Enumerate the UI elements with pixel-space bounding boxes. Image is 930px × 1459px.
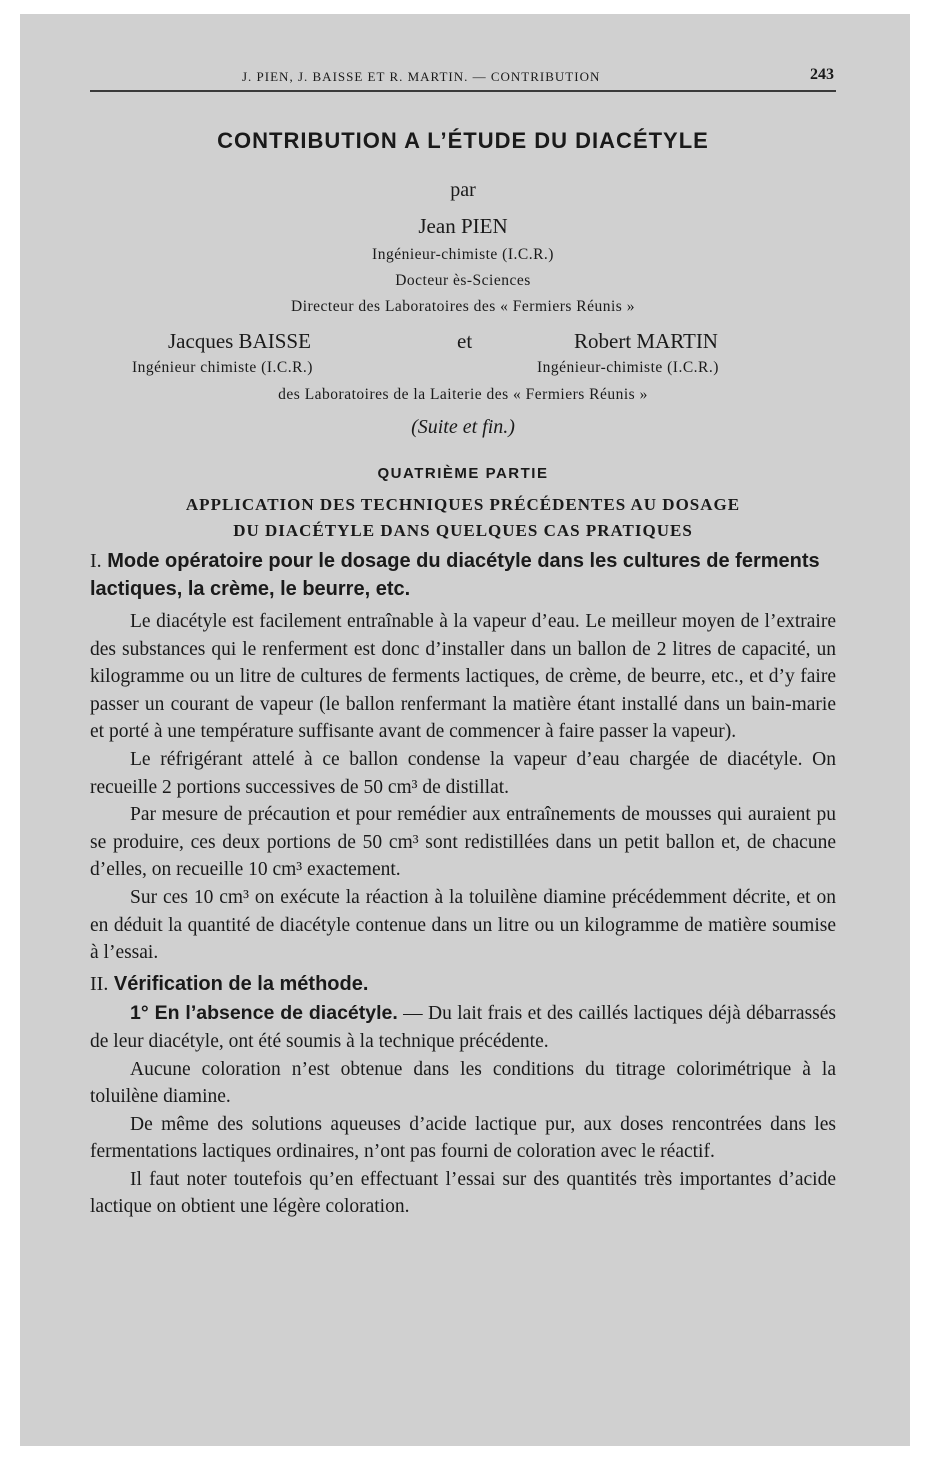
paragraph: Aucune coloration n’est obtenue dans les conditions du titrage colorimétrique à la toluilène diamine. <box>90 1058 836 1108</box>
subsection-heading-2 <box>90 971 836 999</box>
author-affiliation: Directeur des Laboratoires des « Fermiers Réunis » <box>291 298 635 315</box>
author-conjunction: et <box>457 329 473 353</box>
author-affiliation: Ingénieur-chimiste (I.C.R.) <box>372 246 554 263</box>
running-title: J. PIEN, J. BAISSE ET R. MARTIN. — CONTRIBUTION <box>242 69 601 84</box>
running-header <box>90 66 836 92</box>
body-text <box>90 608 836 1221</box>
paragraph: Le réfrigérant attelé à ce ballon condense la vapeur d’eau chargée de diacétyle. On recueille 2 portions successives de 50 cm³ de distillat. <box>90 748 836 798</box>
section-title-line: APPLICATION DES TECHNIQUES PRÉCÉDENTES AU DOSAGE <box>185 495 741 514</box>
author-name-baisse: Jacques BAISSE <box>168 329 311 353</box>
paragraph: Le diacétyle est facilement entraînable à la vapeur d’eau. Le meilleur moyen de l’extraire des substances qui le renferment est donc d’installer dans un ballon de 2 litres de capacité, un kilogramme ou un litre de cultures de ferments lactiques, de crème, de beurre, etc., et d’y faire passer un courant de vapeur (le ballon renfermant la matière étant installé dans un bain-marie et porté à une température suffisante avant de commencer à faire passer la vapeur). <box>90 611 836 743</box>
point-lead: 1° En l’absence de diacétyle. <box>130 1002 398 1025</box>
laboratory-affiliation: des Laboratoires de la Laiterie des « Fermiers Réunis » <box>278 386 648 403</box>
author-name-martin: Robert MARTIN <box>574 329 718 353</box>
subsection-number: I. <box>90 550 102 572</box>
article-title: CONTRIBUTION A L’ÉTUDE DU DIACÉTYLE <box>217 128 709 153</box>
scanned-page <box>20 14 910 1446</box>
section-title <box>90 492 836 544</box>
author-affiliation-martin: Ingénieur-chimiste (I.C.R.) <box>537 359 719 376</box>
part-heading: QUATRIÈME PARTIE <box>377 465 549 482</box>
co-authors-affiliation-row <box>90 359 836 381</box>
continuation-note: (Suite et fin.) <box>411 416 515 438</box>
subsection-heading-1 <box>90 547 836 603</box>
subsection-number: II. <box>90 972 109 995</box>
author-affiliation-baisse: Ingénieur chimiste (I.C.R.) <box>132 359 313 376</box>
author-name-pien: Jean PIEN <box>418 214 508 238</box>
subsection-title: Vérification de la méthode. <box>113 972 369 995</box>
paragraph: Il faut noter toutefois qu’en effectuant l’essai sur des quantités très importantes d’acide lactique on obtient une légère coloration. <box>90 1168 836 1218</box>
co-authors-row <box>90 329 836 357</box>
subsection-title: Mode opératoire pour le dosage du diacétyle dans les cultures de ferments lactiques, la crème, le beurre, etc. <box>90 550 820 600</box>
byline-par: par <box>450 179 476 201</box>
point-text: — Du lait frais et des caillés lactiques déjà débarrassés de leur diacétyle, ont été soumis à la technique précédente. <box>90 1003 836 1052</box>
paragraph: De même des solutions aqueuses d’acide lactique pur, aux doses rencontrées dans les fermentations lactiques ordinaires, n’ont pas fourni de coloration avec le réactif. <box>90 1113 836 1163</box>
page-number: 243 <box>810 66 834 83</box>
author-affiliation: Docteur ès-Sciences <box>395 272 531 289</box>
paragraph: Sur ces 10 cm³ on exécute la réaction à la toluilène diamine précédemment décrite, et on en déduit la quantité de diacétyle contenue dans un litre ou un kilogramme de matière soumise à l’essai. <box>90 886 836 964</box>
section-title-line: DU DIACÉTYLE DANS QUELQUES CAS PRATIQUES <box>233 521 693 540</box>
paragraph: Par mesure de précaution et pour remédier aux entraînements de mousses qui auraient pu se produire, ces deux portions de 50 cm³ sont redistillées dans un petit ballon et, de chacune d’elles, on recueille 10 cm³ exactement. <box>90 804 836 881</box>
paragraph <box>90 1000 836 1055</box>
